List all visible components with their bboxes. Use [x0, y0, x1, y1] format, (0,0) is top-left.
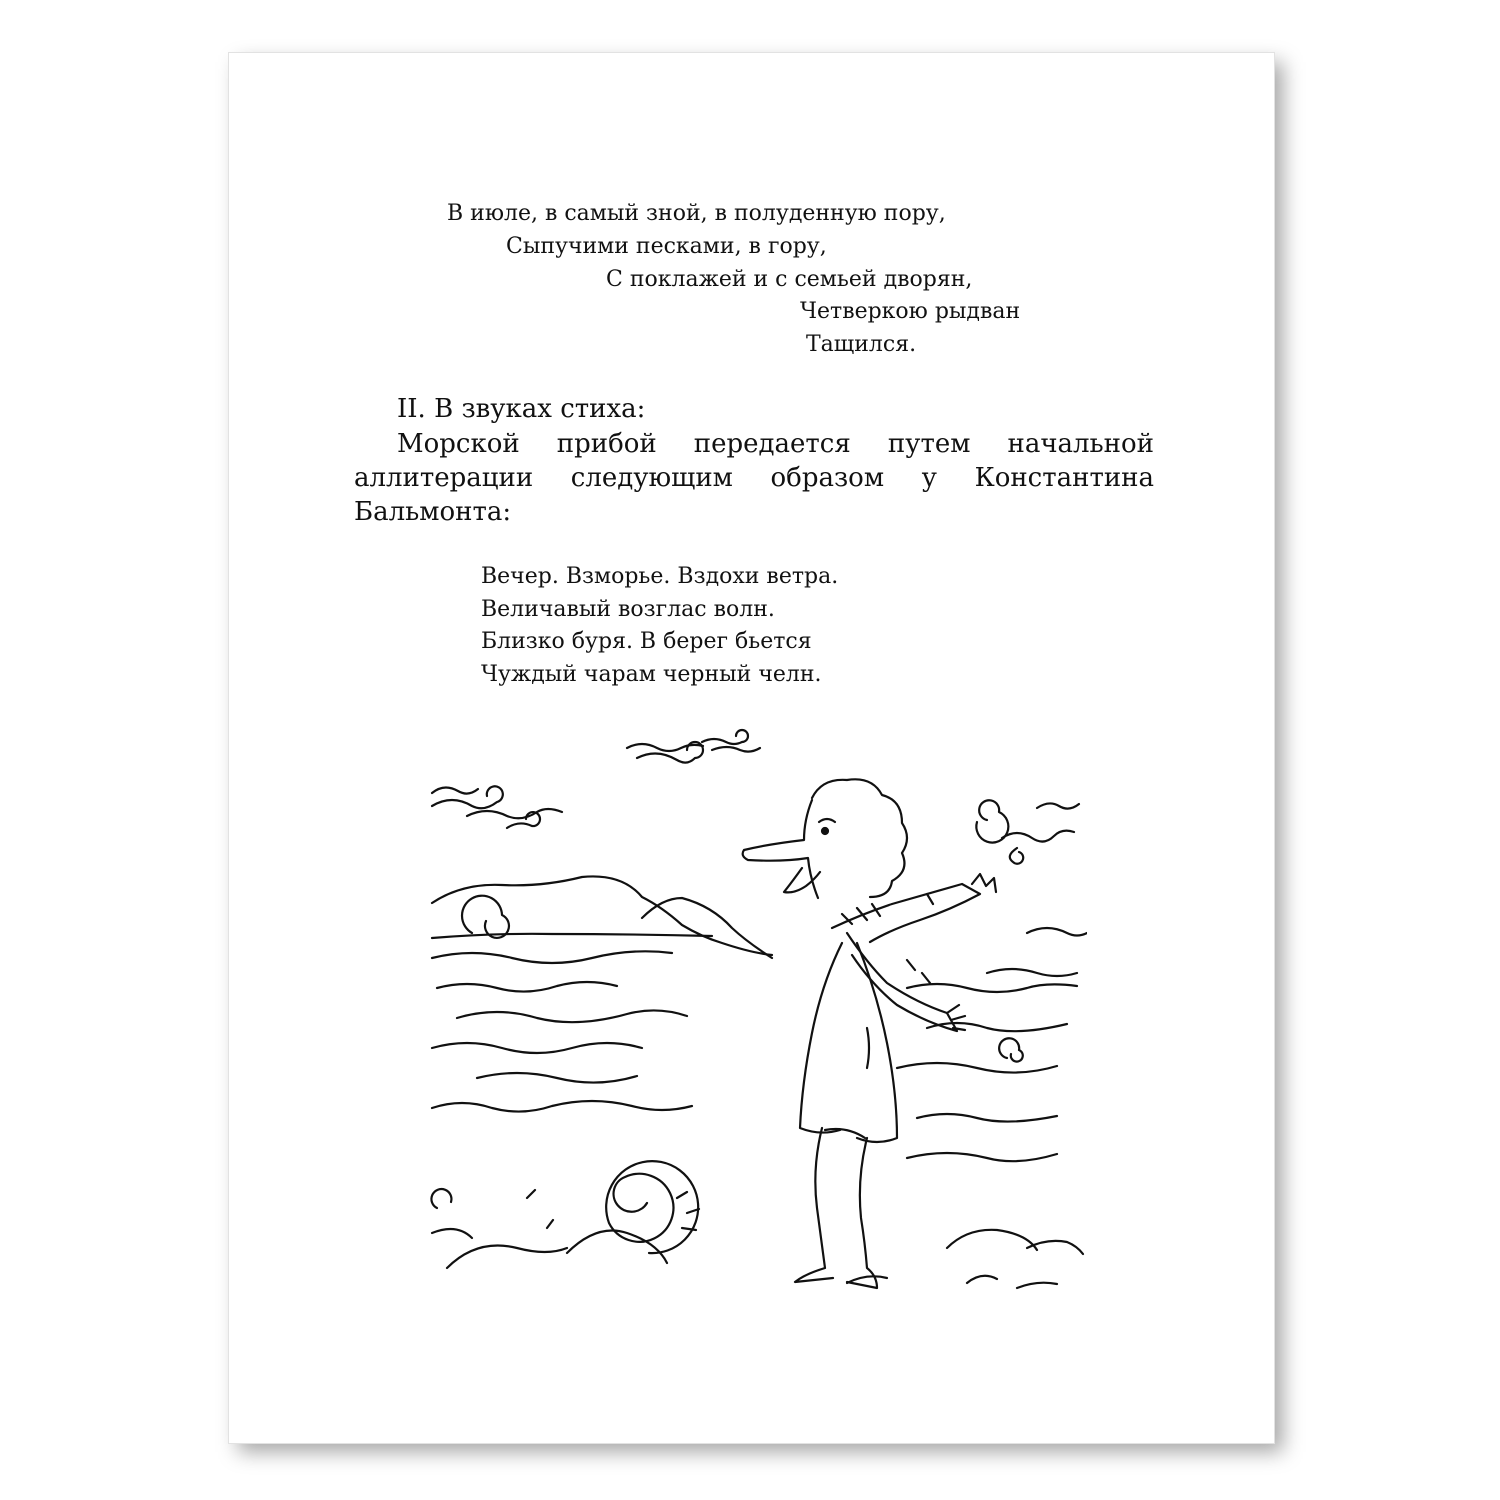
mountains-icon — [432, 876, 772, 958]
rocks-icon — [847, 1230, 1083, 1288]
stanza1-line-3: С поклажей и с семьей дворян, — [606, 267, 973, 292]
stanza1-line-4: Четверкою рыдван — [800, 299, 1021, 324]
section-paragraph — [354, 427, 1154, 529]
stanza1-line-5: Тащился. — [806, 332, 917, 357]
section-heading: II. В звуках стиха: — [397, 394, 646, 424]
poet-at-stormy-sea-illustration-icon — [427, 728, 1087, 1298]
sea-waves-icon — [432, 896, 1087, 1162]
poet-figure-icon — [743, 779, 996, 1288]
book-page — [228, 52, 1275, 1444]
wind-swirl-icon — [432, 730, 1079, 864]
stanza2-line-3: Близко буря. В берег бьется — [481, 629, 812, 654]
stanza2-line-4: Чуждый чарам черный челн. — [481, 662, 822, 687]
section-paragraph-text: Морской прибой передается путем начальной аллитерации следующим образом у Константина Бальмонта: — [354, 429, 1154, 527]
stanza1-line-1: В июле, в самый зной, в полуденную пору, — [447, 201, 946, 226]
stanza2-line-1: Вечер. Взморье. Вздохи ветра. — [481, 564, 839, 589]
stanza2-line-2: Величавый возглас волн. — [481, 597, 775, 622]
breaking-wave-icon — [431, 1161, 699, 1268]
stanza1-line-2: Сыпучими песками, в гору, — [506, 234, 827, 259]
